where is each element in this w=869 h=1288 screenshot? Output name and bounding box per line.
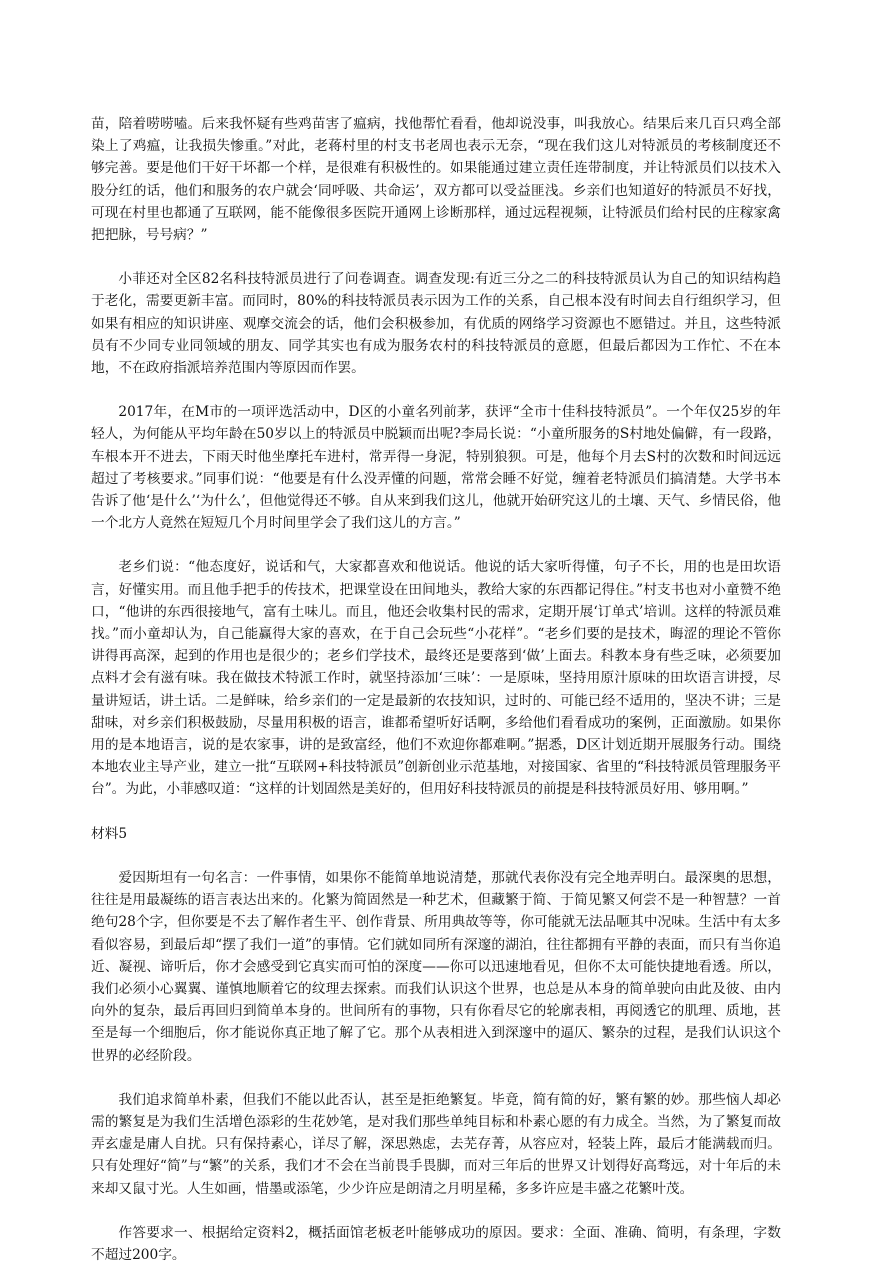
paragraph-requirement: 作答要求一、根据给定资料2，概括面馆老板老叶能够成功的原因。要求：全面、准确、简明，有条理，字数不超过200字。	[91, 1224, 781, 1263]
paragraph-villagers: 老乡们说：“他态度好，说话和气，大家都喜欢和他说话。他说的话大家听得懂，句子不长，用的也是田坎语言，好懂实用。而且他手把手的传技术，把课堂设在田间地头，教给大家的东西都记得住。”村支书也对小童赞不绝口，“他讲的东西很接地气，富有土味儿。而且，他还会收集村民的需求，定期开展‘订单式’培训。这样的特派员难找。”而小童却认为，自己能赢得大家的喜欢，在于自己会玩些“小花样”。“老乡们要的是技术，晦涩的理论不管你讲得再高深，起到的作用也是很少的；老乡们学技术，最终还是要落到‘做’上面去。科教本身有些乏味，必须要加点料才会有滋有味。我在做技术特派工作时，就坚持添加‘三味’：一是原味，坚持用原汁原味的田坎语言讲授，尽量讲短话，讲土话。二是鲜味，给乡亲们的一定是最新的农技知识，过时的、可能已经不适用的，坚决不讲；三是甜味，对乡亲们积极鼓励，尽量用积极的语言，谁都希望听好话啊，多给他们看看成功的案例，正面激励。如果你用的是本地语言，说的是农家事，讲的是致富经，他们不欢迎你都难啊。”据悉，D区计划近期开展服务行动。围绕本地农业主导产业，建立一批“互联网+科技特派员”创新创业示范基地，对接国家、省里的“科技特派员管理服务平台”。为此，小菲感叹道：“这样的计划固然是美好的，但用好科技特派员的前提是科技特派员好用、够用啊。”	[91, 559, 781, 798]
paragraph-survey: 小菲还对全区82名科技特派员进行了问卷调查。调查发现:有近三分之二的科技特派员认为自己的知识结构趋于老化，需要更新丰富。而同时，80%的科技特派员表示因为工作的关系，自己根本没有时间去自行组织学习，但如果有相应的知识讲座、观摩交流会的话，他们会积极参加，有优质的网络学习资源也不愿错过。并且，这些特派员有不少同专业同领域的朋友、同学其实也有成为服务农村的科技特派员的意愿，但最后都因为工作忙、不在本地，不在政府指派培养范围内等原因而作罢。	[91, 271, 781, 377]
paragraph-simplicity: 我们追求简单朴素，但我们不能以此否认，甚至是拒绝繁复。毕竟，简有简的好，繁有繁的妙。那些恼人却必需的繁复是为我们生活增色添彩的生花妙笔，是对我们那些单纯目标和朴素心愿的有力成全。当然，为了繁复而故弄玄虚是庸人自扰。只有保持素心，详尽了解，深思熟虑，去芜存菁，从容应对，轻装上阵，最后才能满载而归。只有处理好“简”与“繁”的关系，我们才不会在当前畏手畏脚，而对三年后的世界又计划得好高骛远，对十年后的未来却又鼠寸光。人生如画，惜墨或添笔，少少许应是朗清之月明星稀，多多许应是丰盛之花繁叶茂。	[91, 1091, 781, 1197]
paragraph-einstein: 爱因斯坦有一句名言：一件事情，如果你不能简单地说清楚，那就代表你没有完全地弄明白。最深奥的思想，往往是用最凝练的语言表达出来的。化繁为简固然是一种艺术，但藏繁于简、于简见繁又何尝不是一种智慧？一首绝句28个字，但你要是不去了解作者生平、创作背景、所用典故等等，你可能就无法品咂其中况味。生活中有太多看似容易，到最后却“摆了我们一道”的事情。它们就如同所有深邃的湖泊，往往都拥有平静的表面，而只有当你追近、凝视、谛听后，你才会感受到它真实而可怕的深度——你可以迅速地看见，但你不太可能快捷地看透。所以，我们必须小心翼翼、谨慎地顺着它的纹理去探索。而我们认识这个世界，也总是从本身的简单驶向由此及彼、由内向外的复杂，最后再回归到简单本身的。世间所有的事物，只有你看尽它的轮廓表相，再阅透它的肌理、质地，甚至是每一个细胞后，你才能说你真正地了解了它。那个从表相进入到深邃中的逼仄、繁杂的过程，是我们认识这个世界的必经阶段。	[91, 869, 781, 1064]
paragraph-continuation: 苗，陪着唠唠嗑。后来我怀疑有些鸡苗害了瘟病，找他帮忙看看，他却说没事，叫我放心。结果后来几百只鸡全部染上了鸡瘟，让我损失惨重。”对此，老蒋村里的村支书老周也表示无奈，“现在我们这儿对特派员的考核制度还不够完善。要是他们干好干坏都一个样，是很难有积极性的。如果能通过建立责任连带制度，并让特派员们以技术入股分红的话，他们和服务的农户就会‘同呼吸、共命运’，双方都可以受益匪浅。乡亲们也知道好的特派员不好找，可现在村里也都通了互联网，能不能像很多医院开通网上诊断那样，通过远程视频，让特派员们给村民的庄稼家禽把把脉，号号病？”	[91, 116, 781, 244]
section-heading-material-5: 材料5	[91, 825, 128, 842]
document-body	[91, 113, 781, 1288]
paragraph-award: 2017年，在M市的一项评选活动中，D区的小童名列前茅，获评“全市十佳科技特派员”。一个年仅25岁的年轻人，为何能从平均年龄在50岁以上的特派员中脱颖而出呢?李局长说：“小童所服务的S村地处偏僻，有一段路，车根本开不进去，下雨天时他坐摩托车进村，常弄得一身泥，特别狼狈。可是，他每个月去S村的次数和时间远远超过了考核要求。”同事们说：“他要是有什么没弄懂的问题，常常会睡不好觉，缠着老特派员们搞清楚。大学书本告诉了他‘是什么’‘为什么’，但他觉得还不够。自从来到我们这儿，他就开始研究这儿的土壤、天气、乡情民俗，他一个北方人竟然在短短几个月时间里学会了我们这儿的方言。”	[91, 404, 781, 532]
